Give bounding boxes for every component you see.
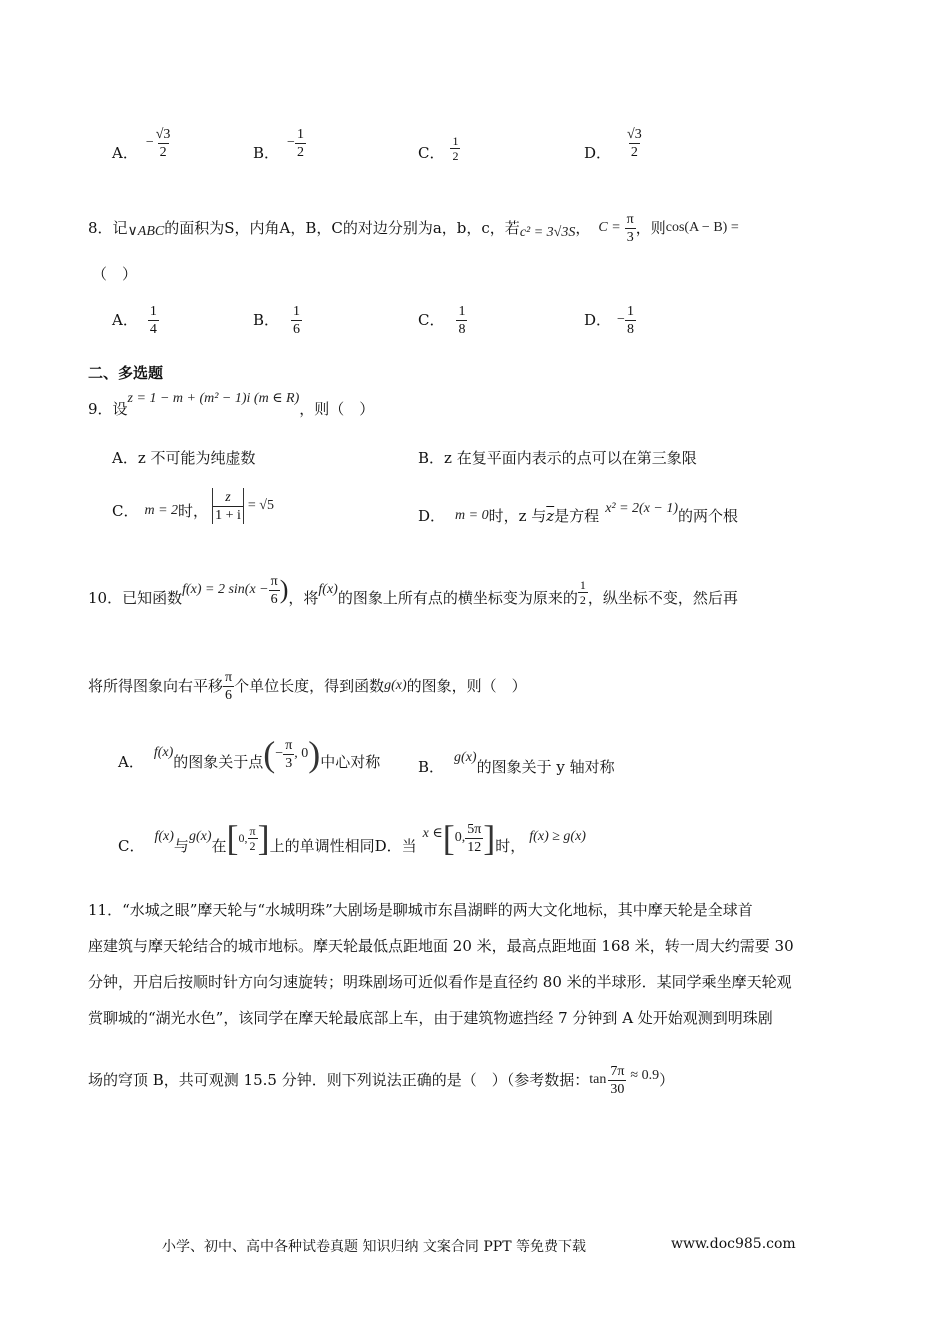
open-paren: (	[263, 734, 276, 774]
option-text-3: 的两个根	[678, 507, 739, 525]
q11-line-3: 分钟，开启后按顺时针方向匀速旋转；明珠剧场可近似看作是直径约 80 米的半球形．某同学乘坐摩天轮观	[88, 973, 792, 991]
option-label: A．	[118, 753, 144, 771]
numerator: 1	[579, 577, 586, 592]
numerator: π	[626, 211, 634, 227]
fraction	[465, 821, 483, 856]
numerator: 1	[293, 303, 301, 319]
option-text-2: 中心对称	[320, 753, 381, 771]
open-bracket: [	[226, 818, 239, 858]
option-text-4: 当	[401, 837, 417, 855]
comma: ，	[575, 219, 591, 237]
q10-text-3: 的图象上所有点的横坐标变为原来的	[337, 589, 578, 607]
q8-option-c	[418, 298, 467, 342]
footer-url[interactable]: www.doc985.com	[671, 1236, 796, 1252]
numerator: π	[285, 737, 293, 753]
q11-text: 场的穹顶 B，共可观测 15.5 分钟．则下列说法正确的是（ ）（参考数据：	[88, 1071, 590, 1089]
denominator: 6	[225, 687, 233, 703]
q10-text-4: ，纵坐标不变，然后再	[587, 589, 738, 607]
option-text: 与	[173, 837, 189, 855]
option-label: D．	[418, 507, 446, 525]
section-heading: 二、多选题	[88, 364, 164, 382]
q10-option-a	[118, 730, 380, 778]
option-label: C．	[118, 837, 145, 855]
gx: g(x)	[188, 829, 212, 844]
q7-option-a	[112, 118, 172, 168]
tan-value: ≈ 0.9	[630, 1068, 660, 1083]
function-f: f(x) = 2 sin(x −	[182, 582, 269, 597]
option-label: B．	[253, 144, 280, 162]
numerator: 7π	[610, 1063, 625, 1079]
q11-line-5	[88, 1058, 674, 1102]
q8-option-d	[584, 298, 636, 342]
denominator: 3	[626, 229, 634, 245]
denominator: 6	[270, 591, 278, 607]
option-label: D．	[584, 144, 612, 162]
fraction	[154, 126, 173, 161]
minus-sign: −	[617, 312, 625, 327]
option-text-3: 上的单调性相同	[269, 837, 375, 855]
x-in: x ∈	[422, 826, 443, 841]
fraction	[291, 303, 302, 338]
inequality: f(x) ≥ g(x)	[529, 829, 586, 844]
denominator: 2	[249, 838, 256, 853]
q9-expression: z = 1 − m + (m² − 1)i (m ∈ R)	[127, 391, 300, 406]
q9-option-a: A．z 不可能为纯虚数	[112, 449, 256, 467]
fraction	[625, 303, 636, 338]
fx: f(x)	[153, 745, 174, 760]
numerator: π	[249, 823, 256, 838]
fraction	[148, 303, 159, 338]
q10-stem-line1	[88, 564, 738, 616]
fraction	[608, 1063, 626, 1098]
denominator: 2	[579, 592, 586, 607]
gx: g(x)	[454, 750, 477, 765]
minus-sign: −	[287, 135, 295, 150]
denominator: 3	[285, 755, 293, 771]
footer-text: 小学、初中、高中各种试卷真题 知识归纳 文案合同 PPT 等免费下载	[162, 1239, 586, 1255]
z-conjugate: $\overline{z}$	[546, 507, 555, 525]
numerator: π	[225, 669, 233, 685]
option-text-2: 在	[211, 837, 227, 855]
option-label: C．	[418, 311, 445, 329]
q7-option-d	[584, 118, 644, 168]
interval-start: 0,	[454, 830, 466, 845]
numerator: 1	[458, 303, 466, 319]
numerator: √3	[155, 126, 171, 142]
denominator: 2	[296, 144, 304, 160]
q11-line-2: 座建筑与摩天轮结合的城市地标。摩天轮最低点距地面 20 米，最高点距地面 168 米，转一周大约需要 30	[88, 937, 794, 955]
denominator: 2	[159, 144, 167, 160]
fraction	[223, 669, 234, 704]
fraction	[450, 134, 460, 163]
option-label: C．	[418, 144, 445, 162]
numerator: 5π	[467, 821, 482, 837]
fx: f(x)	[154, 829, 174, 844]
q9-text-1: 9．设	[88, 400, 128, 418]
option-text: 的图象关于 y 轴对称	[476, 758, 615, 776]
fraction	[625, 211, 636, 246]
close-paren: )	[308, 734, 321, 774]
fraction	[295, 126, 306, 161]
denominator: 2	[452, 148, 459, 163]
denominator: 2	[630, 144, 638, 160]
q10-text-7: 的图象，则（ ）	[406, 677, 527, 695]
gx: g(x)	[384, 678, 407, 693]
denominator: 1 + i	[215, 507, 241, 523]
option-label: C．	[112, 502, 139, 520]
q9-stem	[88, 386, 374, 418]
q8-option-a	[112, 298, 159, 342]
close-bracket: ]	[257, 818, 270, 858]
close-bracket: ]	[483, 818, 496, 858]
numerator: z	[225, 489, 231, 505]
option-text-2: 是方程	[554, 507, 600, 525]
option-label: B．	[253, 311, 280, 329]
point-rest: , 0	[294, 746, 309, 761]
q8-text-3: ，则	[635, 219, 666, 237]
numerator: 1	[296, 126, 304, 142]
q9-text-2: ，则（ ）	[299, 400, 375, 418]
denominator: 30	[610, 1081, 625, 1097]
numerator: 1	[626, 303, 634, 319]
condition: m = 2	[144, 503, 179, 518]
close-paren: )	[279, 575, 289, 604]
option-label-d: D．	[374, 837, 402, 855]
q7-option-c	[418, 118, 460, 168]
q11-line-4: 赏聊城的“湖光水色”，该同学在摩天轮最底部上车，由于建筑物遮挡经 7 分钟到 A 处开始观测到明珠剧	[88, 1009, 773, 1027]
q7-option-b	[253, 118, 306, 168]
fraction-half	[578, 578, 588, 607]
q10-text-5: 将所得图象向右平移	[88, 677, 224, 695]
denominator: 12	[467, 839, 482, 855]
q8-ask: cos(A − B) =	[665, 220, 739, 235]
numerator: 1	[452, 133, 459, 148]
q10-text-1: 10．已知函数	[88, 589, 183, 607]
option-text: 的图象关于点	[173, 753, 264, 771]
fraction	[283, 737, 294, 772]
fraction	[248, 824, 258, 853]
tan: tan	[589, 1072, 607, 1087]
q8-text-1: 8．记	[88, 219, 128, 237]
q9-option-c	[112, 482, 274, 530]
fx: f(x)	[318, 582, 338, 597]
option-label: B．	[418, 758, 445, 776]
q11-line-1: 11．“水城之眼”摩天轮与“水城明珠”大剧场是聊城市东昌湖畔的两大文化地标，其中摩天轮是全球首	[88, 901, 753, 919]
minus-sign: −	[275, 746, 284, 761]
q10-option-c	[118, 814, 586, 862]
condition: m = 0	[455, 508, 489, 523]
triangle-abc: ∨ABC	[127, 224, 165, 239]
option-label: D．	[584, 311, 612, 329]
fraction	[213, 489, 243, 524]
option-text-5: 时，	[495, 837, 526, 855]
abs-bar-right	[243, 488, 244, 524]
denominator: 6	[293, 321, 301, 337]
q8-text-2: 的面积为S，内角A，B，C的对边分别为a，b，c，若	[164, 219, 520, 237]
denominator: 8	[458, 321, 466, 337]
condition-area: c² = 3√3S	[519, 225, 576, 240]
option-text: 时，	[178, 502, 209, 520]
open-bracket: [	[442, 818, 455, 858]
q8-option-b	[253, 298, 302, 342]
condition-angle-lhs: C =	[598, 220, 621, 235]
q8-stem	[88, 208, 739, 248]
minus-sign: −	[145, 135, 154, 150]
q10-text-2: ，将	[288, 589, 319, 607]
denominator: 8	[626, 321, 634, 337]
option-label: A．	[112, 311, 138, 329]
q9-option-b: B．z 在复平面内表示的点可以在第三象限	[418, 449, 697, 467]
q11-text-end: ）	[659, 1071, 675, 1089]
numerator: 1	[149, 303, 157, 319]
q10-stem-line2	[88, 664, 527, 708]
interval-start: 0,	[238, 831, 248, 845]
rhs: = √5	[247, 498, 274, 513]
numerator: √3	[627, 126, 642, 142]
q10-text-6: 个单位长度，得到函数	[234, 677, 385, 695]
fraction	[625, 126, 644, 161]
denominator: 4	[149, 321, 157, 337]
q8-paren: （ ）	[92, 265, 138, 283]
option-text: 时，z 与	[488, 507, 547, 525]
q10-option-b	[418, 746, 615, 776]
fraction	[269, 573, 280, 608]
numerator: π	[270, 573, 278, 589]
fraction	[456, 303, 467, 338]
option-label: A．	[112, 144, 138, 162]
equation: x² = 2(x − 1)	[605, 501, 679, 516]
q9-option-d	[418, 492, 738, 532]
